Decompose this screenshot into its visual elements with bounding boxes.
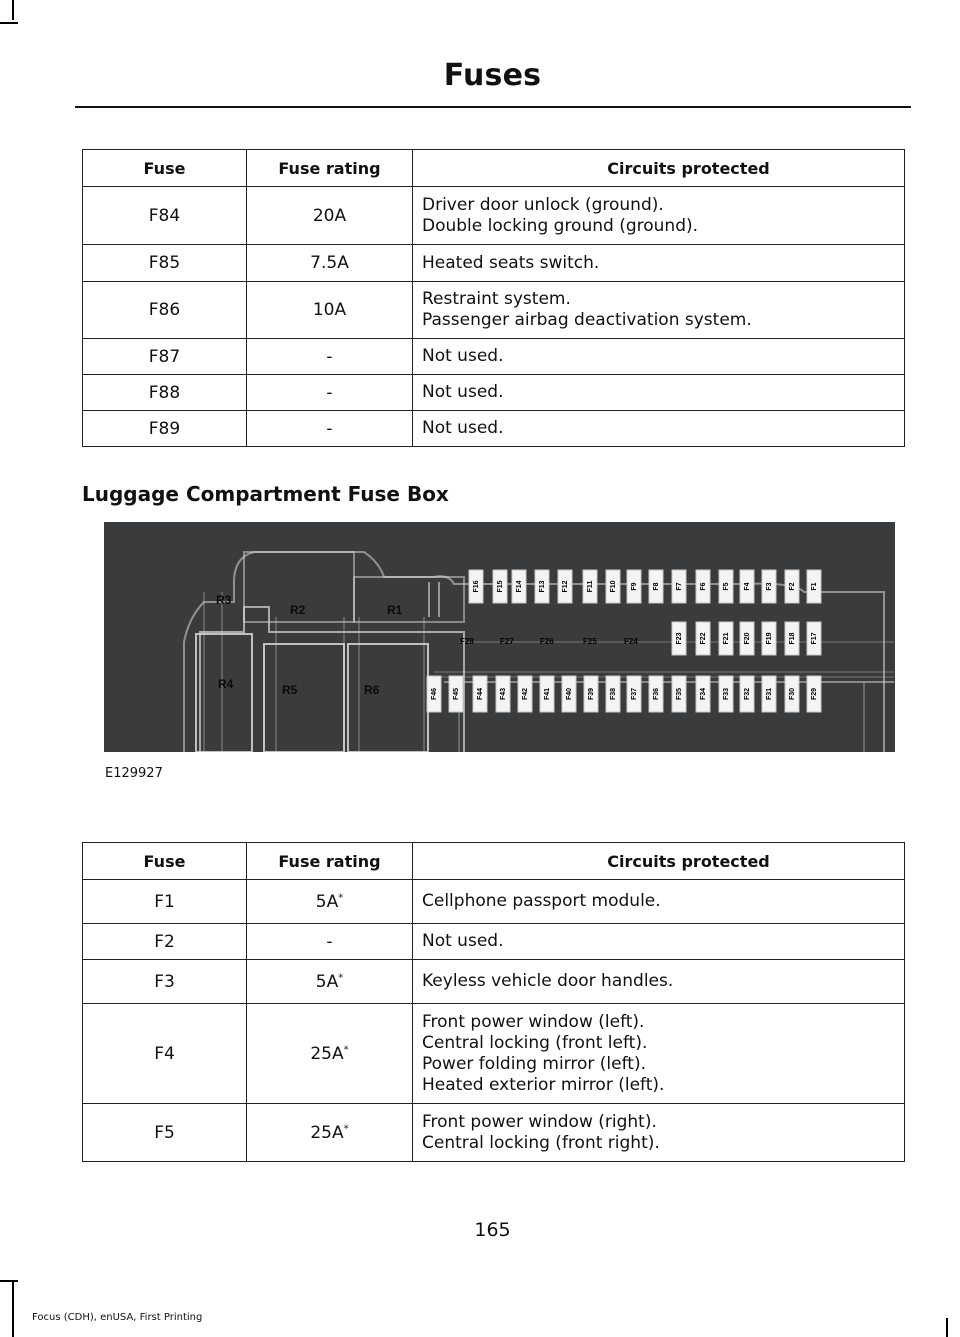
relay-label-r2: R2 xyxy=(290,603,306,617)
cell-fuse-rating xyxy=(247,375,413,411)
fuse-f41 xyxy=(540,676,554,712)
fuse-label: F4 xyxy=(743,582,751,591)
fuse-f16 xyxy=(469,570,483,603)
cell-circuits-protected xyxy=(413,339,905,375)
circuit-line: Central locking (front right). xyxy=(422,1132,660,1153)
fuse-label: F21 xyxy=(722,632,730,645)
cell-fuse: F86 xyxy=(83,282,247,339)
fuse-f5 xyxy=(719,570,733,603)
circuit-line: Front power window (left). xyxy=(422,1011,645,1032)
cell-fuse: F85 xyxy=(83,245,247,282)
fuse-table-luggage xyxy=(82,842,905,1162)
fuse-f8 xyxy=(649,570,663,603)
table-row xyxy=(83,282,905,339)
cell-fuse-rating xyxy=(247,880,413,924)
rating-value: - xyxy=(326,346,333,367)
fuse-f11 xyxy=(583,570,597,603)
cell-fuse-rating xyxy=(247,245,413,282)
rating-value: 25A xyxy=(310,1043,344,1064)
fuse-f19 xyxy=(762,622,776,655)
table-row xyxy=(83,187,905,245)
cell-circuits-protected xyxy=(413,411,905,447)
relay-label-r1: R1 xyxy=(387,603,403,617)
fuse-label: F46 xyxy=(430,687,438,701)
cell-circuits-protected xyxy=(413,375,905,411)
footnote-marker: * xyxy=(343,1043,349,1055)
fuse-f44 xyxy=(473,676,487,712)
fuse-f30 xyxy=(785,676,799,712)
fuse-f18 xyxy=(785,622,799,655)
fuse-label-f24: F24 xyxy=(624,637,638,646)
cell-fuse-rating xyxy=(247,960,413,1004)
rating-value: 5A xyxy=(315,891,339,912)
circuit-line: Heated exterior mirror (left). xyxy=(422,1074,665,1095)
fuse-box-diagram xyxy=(104,522,895,752)
fuse-label: F7 xyxy=(675,582,683,591)
figure-reference: E129927 xyxy=(105,766,163,781)
fuse-f23 xyxy=(672,622,686,655)
table-header-row xyxy=(83,843,905,880)
header-circuits-protected: Circuits protected xyxy=(413,843,905,880)
fuse-label: F6 xyxy=(699,582,707,591)
cell-fuse-rating xyxy=(247,924,413,960)
fuse-table-passenger xyxy=(82,149,905,447)
fuse-label: F13 xyxy=(538,580,546,593)
fuse-label: F15 xyxy=(496,580,504,593)
fuse-f1 xyxy=(807,570,821,603)
circuit-line: Passenger airbag deactivation system. xyxy=(422,310,752,330)
fuse-label: F33 xyxy=(722,687,730,701)
footer-text: Focus (CDH), enUSA, First Printing xyxy=(32,1312,203,1323)
fuse-f29 xyxy=(807,676,821,712)
circuit-line: Central locking (front left). xyxy=(422,1032,648,1053)
fuse-label: F23 xyxy=(675,632,683,645)
page-number: 165 xyxy=(474,1219,511,1241)
circuit-line: Not used. xyxy=(422,346,504,366)
fuse-f31 xyxy=(762,676,776,712)
fuse-f6 xyxy=(696,570,710,603)
fuse-f17 xyxy=(807,622,821,655)
rating-value: - xyxy=(326,931,333,952)
fuse-label: F3 xyxy=(765,582,773,591)
cell-circuits-protected xyxy=(413,282,905,339)
crop-mark xyxy=(0,22,18,24)
circuit-line: Double locking ground (ground). xyxy=(422,215,699,236)
fuse-f32 xyxy=(740,676,754,712)
fuse-label: F40 xyxy=(565,687,573,701)
crop-mark xyxy=(0,1280,18,1282)
fuse-f14 xyxy=(512,570,526,603)
cell-fuse-rating xyxy=(247,187,413,245)
cell-fuse: F2 xyxy=(83,924,247,960)
fuse-label: F34 xyxy=(699,687,707,701)
footnote-marker: * xyxy=(338,971,344,983)
cell-fuse-rating xyxy=(247,339,413,375)
fuse-label: F10 xyxy=(609,580,617,593)
table-header-row xyxy=(83,150,905,187)
relay-label-r6: R6 xyxy=(364,683,380,697)
cell-fuse: F3 xyxy=(83,960,247,1004)
header-fuse-rating: Fuse rating xyxy=(247,843,413,880)
cell-fuse: F84 xyxy=(83,187,247,245)
rating-value: 10A xyxy=(312,300,347,320)
fuse-f4 xyxy=(740,570,754,603)
fuse-f22 xyxy=(696,622,710,655)
footnote-marker: * xyxy=(338,891,344,903)
table-row xyxy=(83,1004,905,1104)
fuse-label: F20 xyxy=(743,632,751,645)
circuit-line: Keyless vehicle door handles. xyxy=(422,971,674,991)
cell-circuits-protected xyxy=(413,1104,905,1162)
fuse-label: F5 xyxy=(722,582,730,591)
rating-value: - xyxy=(326,382,333,403)
fuse-label-f25: F25 xyxy=(583,637,597,646)
fuse-label: F2 xyxy=(788,582,796,591)
fuse-f43 xyxy=(496,676,510,712)
cell-fuse: F1 xyxy=(83,880,247,924)
circuit-line: Power folding mirror (left). xyxy=(422,1053,646,1074)
table-row xyxy=(83,960,905,1004)
fuse-f20 xyxy=(740,622,754,655)
fuse-label: F19 xyxy=(765,632,773,645)
cell-fuse-rating xyxy=(247,1004,413,1104)
rating-value: 7.5A xyxy=(310,253,349,273)
cell-fuse-rating xyxy=(247,282,413,339)
fuse-label: F11 xyxy=(586,580,594,593)
fuse-f39 xyxy=(584,676,598,712)
fuse-label: F17 xyxy=(810,632,818,645)
fuse-f45 xyxy=(449,676,463,712)
rating-value: 20A xyxy=(312,205,347,226)
relay-label-r5: R5 xyxy=(282,683,298,697)
fuse-label: F22 xyxy=(699,632,707,645)
fuse-f42 xyxy=(518,676,532,712)
fuse-label: F43 xyxy=(499,687,507,701)
cell-fuse: F5 xyxy=(83,1104,247,1162)
fuse-label: F8 xyxy=(652,582,660,591)
table-row xyxy=(83,924,905,960)
fuse-label-f28: F28 xyxy=(460,637,474,646)
fuse-f21 xyxy=(719,622,733,655)
circuit-line: Not used. xyxy=(422,418,504,438)
fuse-f2 xyxy=(785,570,799,603)
cell-fuse-rating xyxy=(247,411,413,447)
cell-circuits-protected xyxy=(413,187,905,245)
fuse-f33 xyxy=(719,676,733,712)
fuse-label: F35 xyxy=(675,687,683,701)
table-row xyxy=(83,245,905,282)
fuse-label: F14 xyxy=(515,580,523,593)
fuse-f40 xyxy=(562,676,576,712)
cell-circuits-protected xyxy=(413,960,905,1004)
fuse-f15 xyxy=(493,570,507,603)
circuit-line: Heated seats switch. xyxy=(422,252,600,273)
fuse-label: F9 xyxy=(630,582,638,591)
fuse-f36 xyxy=(649,676,663,712)
rating-value: 5A xyxy=(315,971,339,992)
circuit-line: Not used. xyxy=(422,382,504,402)
crop-mark xyxy=(12,0,14,20)
cell-circuits-protected xyxy=(413,880,905,924)
fuse-label: F41 xyxy=(543,687,551,701)
cell-circuits-protected xyxy=(413,245,905,282)
fuse-label: F44 xyxy=(476,687,484,701)
fuse-f13 xyxy=(535,570,549,603)
cell-fuse: F4 xyxy=(83,1004,247,1104)
section-heading: Luggage Compartment Fuse Box xyxy=(82,482,449,506)
fuse-f12 xyxy=(558,570,572,603)
fuse-label: F36 xyxy=(652,687,660,701)
table-body xyxy=(83,187,905,447)
cell-fuse: F88 xyxy=(83,375,247,411)
circuit-line: Restraint system. xyxy=(422,289,571,309)
fuse-f35 xyxy=(672,676,686,712)
crop-mark xyxy=(946,1318,948,1337)
circuit-line: Front power window (right). xyxy=(422,1111,657,1132)
fuse-label: F16 xyxy=(472,580,480,593)
relay-label-r4: R4 xyxy=(218,677,234,691)
fuse-f9 xyxy=(627,570,641,603)
fuse-label: F29 xyxy=(810,687,818,701)
fuse-f10 xyxy=(606,570,620,603)
fuse-label-f27: F27 xyxy=(500,637,514,646)
header-circuits-protected: Circuits protected xyxy=(413,150,905,187)
table-row xyxy=(83,411,905,447)
circuit-line: Driver door unlock (ground). xyxy=(422,194,664,215)
fuse-f3 xyxy=(762,570,776,603)
table-row xyxy=(83,880,905,924)
header-fuse: Fuse xyxy=(83,150,247,187)
fuse-label: F12 xyxy=(561,580,569,593)
fuse-label: F18 xyxy=(788,632,796,645)
fuse-box-illustration xyxy=(104,522,895,752)
fuse-f38 xyxy=(606,676,620,712)
fuse-label: F32 xyxy=(743,687,751,701)
fuse-f37 xyxy=(627,676,641,712)
header-fuse-rating: Fuse rating xyxy=(247,150,413,187)
fuse-label: F1 xyxy=(810,582,818,591)
crop-mark xyxy=(12,1280,14,1337)
fuse-label: F37 xyxy=(630,687,638,701)
fuse-label: F39 xyxy=(587,687,595,701)
fuse-label: F42 xyxy=(521,687,529,701)
fuse-f34 xyxy=(696,676,710,712)
fuse-label: F45 xyxy=(452,687,460,701)
circuit-line: Not used. xyxy=(422,931,504,951)
cell-fuse-rating xyxy=(247,1104,413,1162)
fuse-f46 xyxy=(427,676,441,712)
title-divider xyxy=(75,106,911,108)
header-fuse: Fuse xyxy=(83,843,247,880)
circuit-line: Cellphone passport module. xyxy=(422,891,661,911)
table-row xyxy=(83,1104,905,1162)
fuse-label-f26: F26 xyxy=(540,637,554,646)
fuse-label: F31 xyxy=(765,687,773,701)
cell-circuits-protected xyxy=(413,924,905,960)
page-title: Fuses xyxy=(443,58,542,93)
table-body xyxy=(83,880,905,1162)
table-row xyxy=(83,375,905,411)
cell-fuse: F87 xyxy=(83,339,247,375)
rating-value: - xyxy=(326,418,333,439)
relay-label-r3: R3 xyxy=(216,593,232,607)
table-row xyxy=(83,339,905,375)
fuse-f7 xyxy=(672,570,686,603)
footnote-marker: * xyxy=(343,1122,349,1134)
fuse-label: F30 xyxy=(788,687,796,701)
fuse-label: F38 xyxy=(609,687,617,701)
cell-fuse: F89 xyxy=(83,411,247,447)
rating-value: 25A xyxy=(310,1122,344,1143)
cell-circuits-protected xyxy=(413,1004,905,1104)
